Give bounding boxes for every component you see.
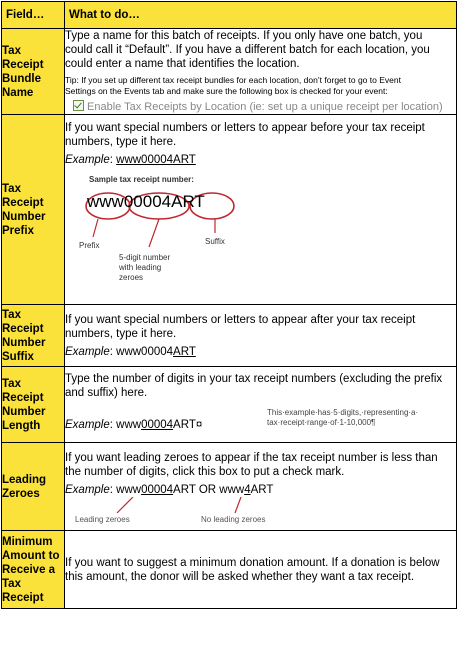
middle-label: with leading [119, 263, 162, 272]
prefix-label: Prefix [79, 241, 100, 250]
zeroes-annotation-row [65, 497, 456, 523]
field-name-line: Tax [2, 377, 21, 390]
field-name-cell [2, 443, 65, 531]
description-line: numbers, type it here. [65, 327, 177, 340]
checkbox-label: Enable Tax Receipts by Location (ie: set up a unique receipt per location) [87, 101, 443, 113]
example-text: ART [250, 483, 274, 496]
sample-number: www00004ART [87, 192, 205, 211]
description-cell [65, 531, 457, 609]
sample-title: Sample tax receipt number: [89, 175, 194, 184]
field-name-line: Name [2, 86, 34, 99]
field-name-line: Receipt [2, 196, 44, 209]
description-line: the number of digits, click this box to put a check mark. [65, 465, 345, 478]
field-name-line: Tax [2, 182, 21, 195]
description-line: If you want leading zeroes to appear if the tax receipt number is less than [65, 451, 438, 464]
description-line: If you want special numbers or letters to appear before your tax receipt [65, 122, 425, 134]
table-row [2, 29, 457, 115]
header-field: Field… [2, 2, 65, 29]
field-name-line: Tax [2, 577, 21, 590]
field-name-line: Minimum [2, 535, 53, 548]
description-line: Type a name for this batch of receipts. If you only have one batch, you [65, 30, 423, 42]
sample-receipt-number-figure [65, 173, 456, 289]
tip-line: Settings on the Events tab and make sure the following box is checked for your event: [65, 86, 388, 96]
description-line: this amount, the donor will be asked whether they want a tax receipt. [65, 570, 415, 583]
note-line: This·example·has·5·digits,·representing·a· [267, 407, 419, 417]
example-underlined: ART [173, 345, 196, 358]
suffix-label: Suffix [205, 237, 225, 246]
field-name-line: Receipt [2, 322, 44, 335]
field-name-cell [2, 367, 65, 443]
example-text: : www [109, 418, 142, 431]
example-label: Example [65, 418, 110, 431]
middle-label: 5-digit number [119, 253, 171, 262]
table-row [2, 367, 457, 443]
field-name-cell [2, 531, 65, 609]
example-label: Example [65, 154, 110, 166]
number-pointer [149, 219, 159, 247]
example-text: ART OR www [173, 483, 245, 496]
field-name-line: Tax [2, 44, 21, 57]
field-table [1, 1, 457, 609]
description-cell [65, 443, 457, 531]
description-cell [65, 29, 457, 115]
description-cell [65, 305, 457, 367]
tip-line: Tip: If you set up different tax receipt bundles for each location, don’t forget to go to Event [65, 75, 401, 85]
example-line [65, 153, 456, 167]
example-underlined: www00004ART [116, 154, 196, 166]
field-name-line: Receipt [2, 391, 44, 404]
leading-pointer [117, 497, 133, 513]
table-row [2, 305, 457, 367]
table-row [2, 443, 457, 531]
middle-label: zeroes [119, 273, 144, 282]
table-header-row [2, 2, 457, 29]
field-name-cell [2, 29, 65, 115]
example-text: : www00004 [109, 345, 174, 358]
leading-zeroes-label: Leading zeroes [75, 514, 130, 524]
field-name-line: Bundle [2, 72, 41, 85]
description-line: If you want special numbers or letters to appear after your tax receipt [65, 313, 416, 326]
field-name-line: Number [2, 405, 46, 418]
enable-tax-receipts-checkbox-row[interactable] [73, 100, 456, 114]
no-leading-pointer [235, 497, 241, 513]
field-name-line: Number [2, 210, 46, 223]
note-line: tax·receipt·range·of·1-10,000¶ [267, 417, 376, 427]
description-cell [65, 115, 457, 305]
field-name-line: Tax [2, 308, 21, 321]
table-row [2, 115, 457, 305]
field-name-line: Prefix [2, 224, 34, 237]
field-name-line: Receipt [2, 591, 44, 604]
length-example-row [65, 408, 456, 438]
description-line: Type the number of digits in your tax receipt numbers (excluding the prefix [65, 372, 443, 385]
example-label: Example [65, 345, 110, 358]
example-text: ART¤ [173, 418, 203, 431]
field-name-line: Suffix [2, 350, 34, 363]
field-name-cell [2, 305, 65, 367]
table-row [2, 531, 457, 609]
description-line: numbers, type it here. [65, 136, 177, 148]
field-name-line: Zeroes [2, 487, 40, 500]
description-line: and suffix) here. [65, 386, 148, 399]
field-name-line: Number [2, 336, 46, 349]
example-text: : www [109, 483, 142, 496]
description-line: could call it “Default”. If you have a different batch for each location, you [65, 44, 430, 56]
example-underlined: 00004 [141, 418, 174, 431]
example-line [65, 483, 456, 497]
field-name-line: Amount to [2, 549, 60, 562]
header-what-to-do: What to do… [65, 2, 457, 29]
example-line [65, 345, 456, 359]
description-line: If you want to suggest a minimum donation amount. If a donation is below [65, 556, 440, 569]
example-underlined: 4 [244, 483, 251, 496]
field-name-line: Length [2, 419, 41, 432]
checkbox-checked-icon[interactable] [73, 100, 84, 111]
example-line [65, 418, 202, 432]
description-cell [65, 367, 457, 443]
example-underlined: 00004 [141, 483, 174, 496]
field-name-cell [2, 115, 65, 305]
example-label: Example [65, 483, 110, 496]
length-note [267, 408, 418, 428]
prefix-pointer [93, 219, 98, 237]
field-name-line: Leading [2, 473, 47, 486]
field-name-line: Receive a [2, 563, 56, 576]
description-line: could enter a name that identifies the location. [65, 58, 300, 70]
example-text: : [109, 154, 117, 166]
no-leading-zeroes-label: No leading zeroes [201, 514, 266, 524]
field-name-line: Receipt [2, 58, 44, 71]
